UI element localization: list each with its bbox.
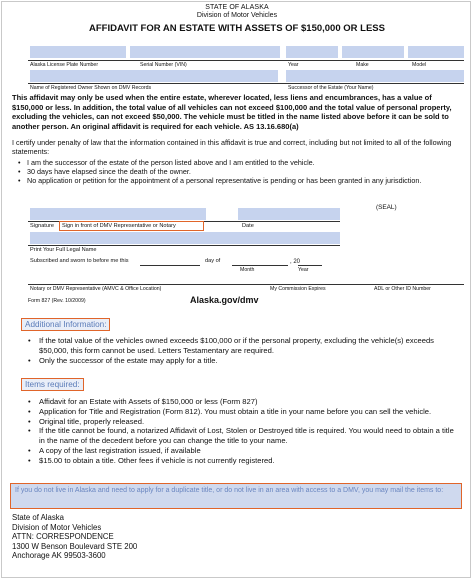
notary-underline xyxy=(28,284,464,285)
owner-label: Name of Registered Owner Shown on DMV Records xyxy=(30,85,152,91)
mail-note: If you do not live in Alaska and need to apply for a duplicate title, or do not live in an area with access to a DMV, you may mail the items to: xyxy=(10,483,462,509)
row1-underline xyxy=(28,60,464,61)
statement-item: • I am the successor of the estate of the person listed above and I am entitled to the vehicle. xyxy=(18,158,464,167)
list-item: • If the total value of the vehicles owned exceeds $100,000 or if the personal property, excluding the vehicle(s) exceeds $50,000, this form cannot be used. Letters Testamentary are required. xyxy=(28,336,458,356)
form-number: Form 827 (Rev. 10/2009) xyxy=(28,298,86,304)
plate-label: Alaska License Plate Number xyxy=(30,62,99,68)
list-item: • Only the successor of the estate may apply for a title. xyxy=(28,356,458,366)
year-field[interactable] xyxy=(286,46,338,58)
items-required-list xyxy=(28,397,458,466)
year-underline[interactable] xyxy=(298,265,322,266)
model-field[interactable] xyxy=(408,46,464,58)
adl-label: ADL or Other ID Number xyxy=(374,286,431,292)
signature-hint: Sign in front of DMV Representative or Notary xyxy=(62,223,176,229)
successor-label: Successor of the Estate (Your Name) xyxy=(288,85,374,91)
additional-info-list xyxy=(28,336,458,365)
year-label: Year xyxy=(288,62,299,68)
signature-label: Signature xyxy=(30,223,54,229)
list-item: • If the title cannot be found, a notarized Affidavit of Lost, Stolen or Destroyed title is required. You would need to obtain a title in the name of the decedent before you can change the title to your name. xyxy=(28,426,458,446)
notary-label: Notary or DMV Representative (AMVC & Office Location) xyxy=(30,286,162,292)
seal-label: (SEAL) xyxy=(376,204,397,211)
sworn-label: Subscribed and sworn to before me this xyxy=(30,258,129,264)
signature-field[interactable] xyxy=(30,208,206,220)
additional-info-title: Additional Information: xyxy=(21,318,110,331)
sworn-year-label: Year xyxy=(298,267,309,273)
form-title: AFFIDAVIT FOR AN ESTATE WITH ASSETS OF $150,000 OR LESS xyxy=(89,23,385,34)
address-line: State of Alaska xyxy=(12,513,65,522)
owner-name-field[interactable] xyxy=(30,70,278,82)
model-label: Model xyxy=(412,62,427,68)
vin-field[interactable] xyxy=(130,46,280,58)
year-prefix: , 20 xyxy=(290,259,301,265)
make-label: Make xyxy=(356,62,369,68)
address-line: 1300 W Benson Boulevard STE 200 xyxy=(12,541,138,551)
address-line: Anchorage AK 99503-3600 xyxy=(12,551,106,561)
print-name-underline xyxy=(28,245,340,246)
list-item: • Application for Title and Registration (Form 812). You must obtain a title in your name before you can sell the vehicle. xyxy=(28,407,458,417)
day-underline[interactable] xyxy=(140,265,200,266)
statement-list xyxy=(18,158,464,185)
print-name-field[interactable] xyxy=(30,232,340,244)
statement-item: • 30 days have elapsed since the death of the owner. xyxy=(18,167,464,176)
list-item: • Affidavit for an Estate with Assets of $150,000 or less (Form 827) xyxy=(28,397,458,407)
address-line: ATTN: CORRESPONDENCE xyxy=(12,532,114,542)
successor-name-field[interactable] xyxy=(286,70,464,82)
mailing-address xyxy=(12,513,137,561)
statement-item: • No application or petition for the appointment of a personal representative is pending or has been granted in any jurisdiction. xyxy=(18,176,464,185)
month-label: Month xyxy=(240,267,255,273)
date-label: Date xyxy=(242,223,254,229)
vin-label: Serial Number (VIN) xyxy=(140,62,187,68)
list-item: • $15.00 to obtain a title. Other fees if vehicle is not currently registered. xyxy=(28,456,458,466)
list-item: • A copy of the last registration issued, if available xyxy=(28,446,458,456)
make-field[interactable] xyxy=(342,46,404,58)
row2-underline xyxy=(28,83,464,84)
list-item: • Original title, properly released. xyxy=(28,417,458,427)
intro-paragraph: This affidavit may only be used when the entire estate, wherever located, less liens and encumbrances, has a value of $150,000 or less. In addition, the total value of all vehicles can not exceed $100,000 and the total value of personal property, excluding the vehicles, can not exceed $50,000. The vehicle must be titled in the name listed above before it can be sold to another person. An original affidavit is required for each vehicle. AS 13.16.680(a) xyxy=(12,93,452,131)
website-link[interactable]: Alaska.gov/dmv xyxy=(190,295,259,305)
date-field[interactable] xyxy=(238,208,340,220)
commission-label: My Commission Expires xyxy=(270,286,326,292)
day-of-label: day of xyxy=(205,258,221,264)
items-required-title: Items required: xyxy=(21,378,84,391)
print-name-label: Print Your Full Legal Name xyxy=(30,247,97,253)
certify-paragraph: I certify under penalty of law that the information contained in this affidavit is true and correct, including but not limited to all of the following statements: xyxy=(12,138,452,157)
address-line: Division of Motor Vehicles xyxy=(12,522,102,532)
state-header: STATE OF ALASKA xyxy=(205,4,269,11)
division-header: Division of Motor Vehicles xyxy=(196,12,278,19)
plate-number-field[interactable] xyxy=(30,46,126,58)
month-underline[interactable] xyxy=(232,265,288,266)
